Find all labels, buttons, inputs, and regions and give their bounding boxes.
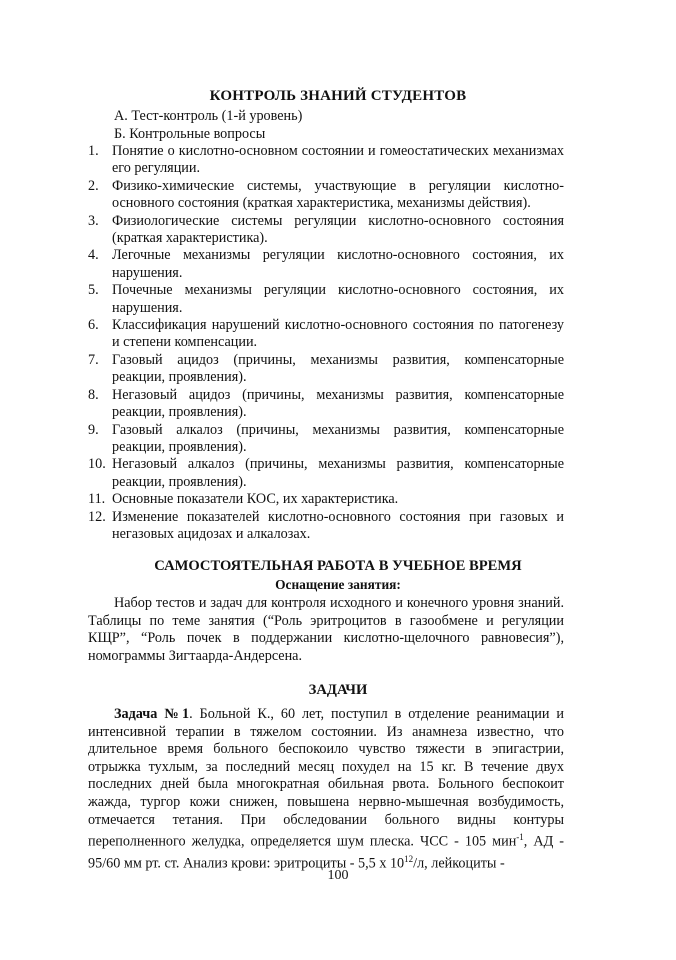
task-1-superscript-unit: -1 — [516, 832, 524, 843]
list-item: 4. Легочные механизмы регуляции кислотно-основного состояния, их нарушения. — [88, 247, 564, 281]
equipment-paragraph: Набор тестов и задач для контроля исходного и конечного уровня знаний. Таблицы по теме занятия (“Роль эритроцитов в газообмене и регуляции КЩР”, “Роль почек в поддержании кислотно-щелочного равновесия”), номограммы Зигтаарда-Андерсена. — [88, 595, 564, 664]
section-title-self-work: САМОСТОЯТЕЛЬНАЯ РАБОТА В УЧЕБНОЕ ВРЕМЯ — [154, 558, 522, 574]
list-item: 9. Газовый алкалоз (причины, механизмы развития, компенсаторные реакции, проявления). — [88, 421, 564, 455]
control-questions-line: Б. Контрольные вопросы — [114, 126, 266, 142]
list-item: 1. Понятие о кислотно-основном состоянии и гомеостатических механизмах его регуляции. — [88, 143, 564, 177]
list-item: 5. Почечные механизмы регуляции кислотно-основного состояния, их нарушения. — [88, 282, 564, 316]
list-item: 3. Физиологические системы регуляции кислотно-основного состояния (краткая характеристика). — [88, 212, 564, 247]
list-item: 7. Газовый ацидоз (причины, механизмы развития, компенсаторные реакции, проявления). — [88, 351, 564, 386]
page-number: 100 — [327, 868, 349, 883]
list-item: 11. Основные показатели КОС, их характеристика. — [88, 491, 399, 508]
task-1-text-continued: , АД - 95/60 мм рт. ст. Анализ крови: эритроциты - 5,5 х 10 — [88, 833, 564, 873]
list-item: 10. Негазовый алкалоз (причины, механизмы развития, компенсаторные реакции, проявления). — [88, 456, 564, 490]
list-item: 12. Изменение показателей кислотно-основного состояния при газовых и негазовых ацидозах и алкалозах. — [88, 508, 564, 542]
page-heading: КОНТРОЛЬ ЗНАНИЙ СТУДЕНТОВ — [209, 88, 467, 104]
list-item: 2. Физико-химические системы, участвующие в регуляции кислотно-основного состояния (краткая характеристика, механизмы действия). — [88, 177, 564, 212]
tasks-title: ЗАДАЧИ — [308, 682, 368, 698]
section-subtitle-equipment: Оснащение занятия: — [275, 577, 401, 592]
test-control-line: А. Тест-контроль (1-й уровень) — [114, 108, 303, 124]
control-questions-list — [88, 143, 564, 543]
task-1-text-end: /л, лейкоциты - — [413, 856, 505, 873]
list-item: 6. Классификация нарушений кислотно-основного состояния по патогенезу и степени компенсации. — [88, 317, 564, 351]
task-1-label: Задача №1 — [114, 706, 190, 722]
task-1-paragraph — [88, 706, 564, 874]
list-item: 8. Негазовый ацидоз (причины, механизмы развития, компенсаторные реакции, проявления). — [88, 386, 564, 421]
task-1-superscript-power: 12 — [404, 854, 414, 865]
task-1-text: . Больной К., 60 лет, поступил в отделение реанимации и интенсивной терапии в тяжелом состоянии. Из анамнеза известно, что длительное время больного беспокоило чувство тяжести в эпигастрии, отрыжка тухлым, за последний месяц похудел на 15 кг. В течение двух последних дней была многократная обильная рвота. Больного беспокоит жажда, тургор кожи снижен, повышена нервно-мышечная возбудимость, отмечается тетания. При обследовании больного видны контуры переполненного желудка, определяется шум плеска. ЧСС - 105 мин — [88, 706, 564, 850]
